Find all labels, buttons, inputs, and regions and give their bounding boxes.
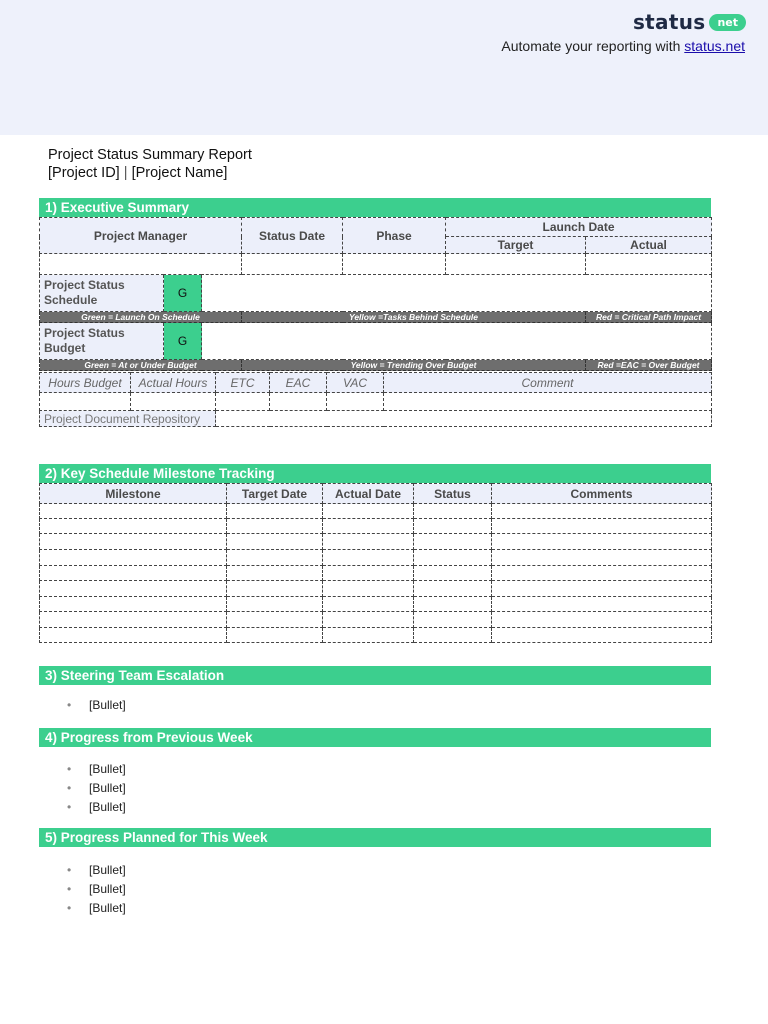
col-hours-budget: Hours Budget — [40, 373, 131, 393]
tagline — [501, 38, 745, 54]
table-cell[interactable] — [40, 597, 227, 612]
table-cell[interactable] — [323, 612, 414, 628]
cell-actual-hours[interactable] — [131, 393, 216, 411]
table-row — [40, 550, 712, 566]
table-row — [40, 519, 712, 534]
cell-launch-actual[interactable] — [586, 254, 712, 275]
table-cell[interactable] — [414, 628, 492, 643]
project-name: [Project Name] — [131, 165, 228, 181]
table-cell[interactable] — [227, 612, 323, 628]
col-project-manager: Project Manager — [40, 218, 242, 254]
col-comments: Comments — [492, 484, 712, 504]
col-target-date: Target Date — [227, 484, 323, 504]
table-cell[interactable] — [492, 612, 712, 628]
list-item[interactable]: • [Bullet] — [67, 696, 126, 715]
schedule-status-label: Project Status Schedule — [40, 275, 164, 312]
report-title: Project Status Summary Report — [48, 147, 252, 163]
budget-legend-yellow: Yellow = Trending Over Budget — [242, 360, 586, 371]
list-item[interactable]: • [Bullet] — [67, 861, 126, 880]
milestone-table — [39, 483, 712, 643]
cell-etc[interactable] — [216, 393, 270, 411]
section-executive-summary: 1) Executive Summary — [39, 198, 711, 217]
table-cell[interactable] — [323, 504, 414, 519]
table-row — [40, 504, 712, 519]
table-cell[interactable] — [492, 519, 712, 534]
table-cell[interactable] — [227, 581, 323, 597]
table-cell[interactable] — [414, 519, 492, 534]
table-row — [40, 566, 712, 581]
cell-project-manager[interactable] — [40, 254, 242, 275]
col-vac: VAC — [327, 373, 384, 393]
table-cell[interactable] — [40, 612, 227, 628]
table-cell[interactable] — [323, 519, 414, 534]
table-cell[interactable] — [40, 534, 227, 550]
table-cell[interactable] — [414, 550, 492, 566]
cell-status-date[interactable] — [242, 254, 343, 275]
list-item[interactable]: • [Bullet] — [67, 760, 126, 779]
steering-bullets — [67, 696, 126, 715]
table-cell[interactable] — [227, 504, 323, 519]
this-week-bullets — [67, 861, 126, 918]
project-identifier — [48, 164, 252, 182]
table-cell[interactable] — [40, 550, 227, 566]
table-cell[interactable] — [227, 628, 323, 643]
table-row — [40, 534, 712, 550]
table-cell[interactable] — [323, 550, 414, 566]
col-actual-date: Actual Date — [323, 484, 414, 504]
table-cell[interactable] — [323, 581, 414, 597]
col-milestone: Milestone — [40, 484, 227, 504]
table-cell[interactable] — [414, 566, 492, 581]
section-milestone-tracking: 2) Key Schedule Milestone Tracking — [39, 464, 711, 483]
cell-phase[interactable] — [343, 254, 446, 275]
col-comment: Comment — [384, 373, 712, 393]
cell-launch-target[interactable] — [446, 254, 586, 275]
table-cell[interactable] — [414, 504, 492, 519]
section-steering-escalation: 3) Steering Team Escalation — [39, 666, 711, 685]
status-net-logo[interactable] — [633, 10, 746, 34]
table-cell[interactable] — [40, 566, 227, 581]
table-row — [40, 597, 712, 612]
table-cell[interactable] — [492, 566, 712, 581]
table-row — [40, 628, 712, 643]
schedule-status-indicator[interactable]: G — [164, 275, 202, 312]
previous-week-bullets — [67, 760, 126, 817]
status-net-link[interactable]: status.net — [684, 38, 745, 54]
tagline-text: Automate your reporting with — [501, 38, 685, 54]
cell-vac[interactable] — [327, 393, 384, 411]
cell-hours-budget[interactable] — [40, 393, 131, 411]
table-cell[interactable] — [323, 628, 414, 643]
col-etc: ETC — [216, 373, 270, 393]
table-cell[interactable] — [414, 597, 492, 612]
schedule-legend-yellow: Yellow =Tasks Behind Schedule — [242, 312, 586, 323]
table-cell[interactable] — [227, 534, 323, 550]
table-cell[interactable] — [414, 612, 492, 628]
col-launch-actual: Actual — [586, 237, 712, 254]
schedule-legend-green: Green = Launch On Schedule — [40, 312, 242, 323]
project-id: [Project ID] — [48, 165, 120, 181]
logo-pill: net — [709, 14, 746, 31]
list-item[interactable]: • [Bullet] — [67, 899, 126, 918]
table-cell[interactable] — [492, 504, 712, 519]
col-status: Status — [414, 484, 492, 504]
table-cell[interactable] — [492, 597, 712, 612]
table-cell[interactable] — [492, 628, 712, 643]
table-cell[interactable] — [323, 566, 414, 581]
table-cell[interactable] — [492, 550, 712, 566]
table-cell[interactable] — [227, 566, 323, 581]
table-cell[interactable] — [323, 597, 414, 612]
col-eac: EAC — [270, 373, 327, 393]
list-item[interactable]: • [Bullet] — [67, 779, 126, 798]
table-cell[interactable] — [40, 519, 227, 534]
col-actual-hours: Actual Hours — [131, 373, 216, 393]
budget-status-indicator[interactable]: G — [164, 323, 202, 360]
list-item[interactable]: • [Bullet] — [67, 798, 126, 817]
table-cell[interactable] — [40, 581, 227, 597]
table-cell[interactable] — [40, 504, 227, 519]
project-separator: | — [123, 165, 128, 181]
table-row — [40, 612, 712, 628]
table-cell[interactable] — [414, 581, 492, 597]
col-launch-date: Launch Date — [446, 218, 712, 237]
col-launch-target: Target — [446, 237, 586, 254]
schedule-status-notes[interactable] — [202, 275, 712, 312]
top-banner — [0, 0, 768, 135]
table-cell[interactable] — [492, 581, 712, 597]
schedule-legend-red: Red = Critical Path Impact — [586, 312, 712, 323]
budget-status-label: Project Status Budget — [40, 323, 164, 360]
table-cell[interactable] — [492, 534, 712, 550]
cell-eac[interactable] — [270, 393, 327, 411]
list-item[interactable]: • [Bullet] — [67, 880, 126, 899]
document-repository-label: Project Document Repository — [40, 411, 216, 427]
cell-comment[interactable] — [384, 393, 712, 411]
hours-table — [39, 372, 712, 427]
table-row — [40, 581, 712, 597]
budget-legend-red: Red =EAC = Over Budget — [586, 360, 712, 371]
document-repository-value[interactable] — [216, 411, 712, 427]
budget-legend-green: Green = At or Under Budget — [40, 360, 242, 371]
table-cell[interactable] — [414, 534, 492, 550]
col-status-date: Status Date — [242, 218, 343, 254]
table-cell[interactable] — [40, 628, 227, 643]
table-cell[interactable] — [323, 534, 414, 550]
table-cell[interactable] — [227, 519, 323, 534]
report-title-block — [48, 146, 252, 182]
section-progress-previous: 4) Progress from Previous Week — [39, 728, 711, 747]
table-cell[interactable] — [227, 597, 323, 612]
logo-word: status — [632, 10, 706, 34]
col-phase: Phase — [343, 218, 446, 254]
budget-status-notes[interactable] — [202, 323, 712, 360]
table-cell[interactable] — [227, 550, 323, 566]
executive-summary-table — [39, 217, 712, 371]
section-progress-planned: 5) Progress Planned for This Week — [39, 828, 711, 847]
